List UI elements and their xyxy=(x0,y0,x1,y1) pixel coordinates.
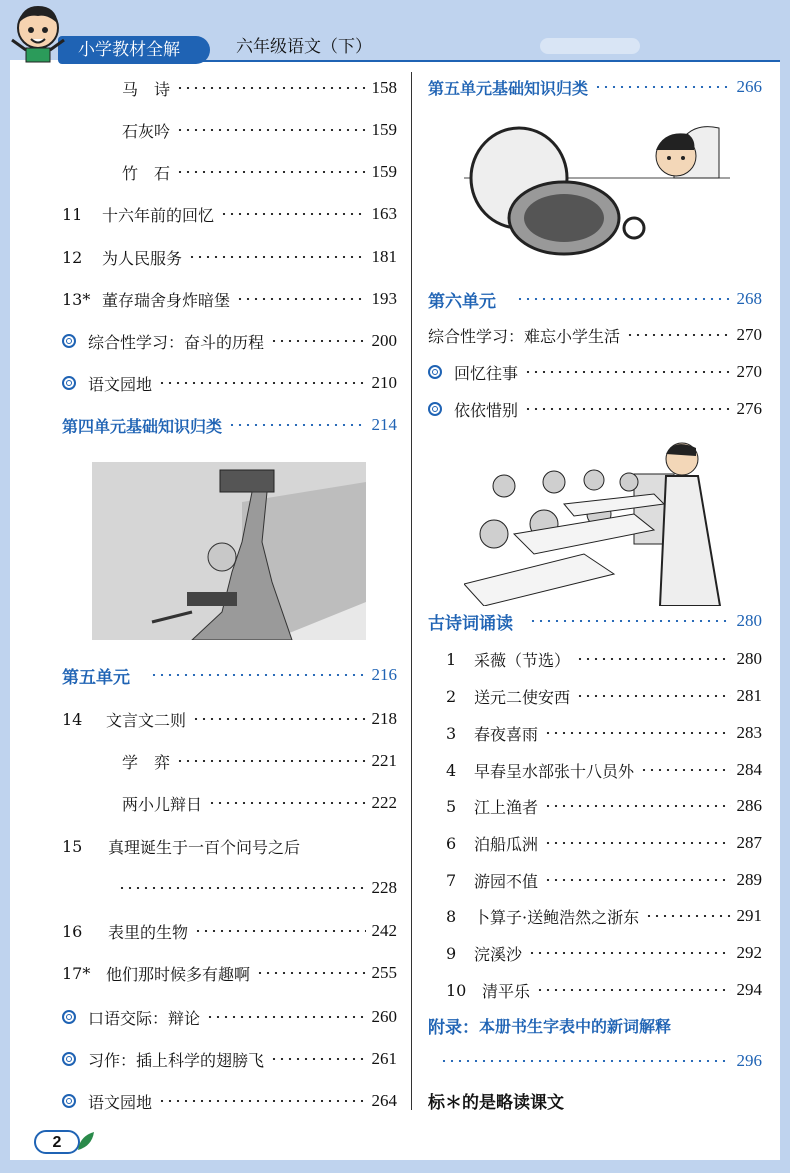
circle-bullet-icon xyxy=(62,1094,76,1108)
appendix-title: 本册书生字表中的新词解释 xyxy=(479,1016,672,1036)
leader-dots xyxy=(208,802,365,804)
leader-dots xyxy=(645,915,730,917)
entry-page: 280 xyxy=(736,649,762,668)
toc-entry[interactable] xyxy=(62,918,397,944)
entry-page: 222 xyxy=(371,793,397,812)
lesson-number: 13* xyxy=(62,289,91,309)
entry-title: 石灰吟 xyxy=(122,121,171,141)
toc-entry[interactable] xyxy=(62,833,397,859)
book-title: 六年级语文（下） xyxy=(236,37,372,57)
leader-dots xyxy=(236,298,365,300)
entry-title: 春夜喜雨 xyxy=(474,724,539,744)
entry-title: 清平乐 xyxy=(482,981,531,1001)
toc-entry[interactable] xyxy=(122,75,397,101)
lesson-number: 12 xyxy=(62,247,83,267)
appendix-entry[interactable] xyxy=(428,1012,762,1038)
section-title: 古诗词诵读 xyxy=(428,613,513,634)
entry-page: 216 xyxy=(371,665,397,684)
entry-page: 264 xyxy=(371,1091,397,1110)
entry-page: 163 xyxy=(371,204,397,223)
toc-entry[interactable] xyxy=(62,201,397,227)
toc-entry[interactable] xyxy=(62,1046,397,1072)
brand-title: 小学教材全解 xyxy=(58,36,210,64)
poem-entry[interactable] xyxy=(446,940,762,966)
leader-dots xyxy=(576,695,730,697)
leader-dots xyxy=(626,334,730,336)
leader-dots xyxy=(524,408,730,410)
entry-page: 296 xyxy=(736,1051,762,1070)
mascot-icon xyxy=(8,2,68,64)
leader-dots xyxy=(158,382,365,384)
toc-entry[interactable] xyxy=(122,748,397,774)
leader-dots xyxy=(158,1100,365,1102)
entry-page: 284 xyxy=(736,760,762,779)
poem-entry[interactable] xyxy=(446,977,762,1003)
entry-title: 回忆往事 xyxy=(454,363,519,383)
entry-title: 浣溪沙 xyxy=(474,944,523,964)
entry-title: 第四单元基础知识归类 xyxy=(62,416,223,436)
entry-title: 江上渔者 xyxy=(474,797,539,817)
toc-entry[interactable] xyxy=(428,359,762,385)
entry-page: 292 xyxy=(736,943,762,962)
entry-page: 181 xyxy=(371,247,397,266)
entry-title: 真理诞生于一百个问号之后 xyxy=(108,837,301,857)
entry-title: 综合性学习：难忘小学生活 xyxy=(428,326,621,346)
unit-summary-entry[interactable] xyxy=(62,412,397,438)
poem-number: 5 xyxy=(446,796,457,816)
entry-title: 他们那时候多有趣啊 xyxy=(106,964,251,984)
entry-title: 口语交际：辩论 xyxy=(88,1008,201,1028)
entry-title: 竹 石 xyxy=(122,163,171,183)
entry-page: 270 xyxy=(736,325,762,344)
toc-entry[interactable] xyxy=(62,706,397,732)
entry-title: 采薇（节选） xyxy=(474,650,571,670)
leader-dots xyxy=(544,732,730,734)
circle-bullet-icon xyxy=(62,376,76,390)
poem-number: 7 xyxy=(446,870,457,890)
entry-title: 游园不值 xyxy=(474,871,539,891)
leader-dots xyxy=(270,340,365,342)
lesson-number: 14 xyxy=(62,709,83,729)
poem-number: 6 xyxy=(446,833,457,853)
entry-page: 214 xyxy=(371,415,397,434)
leader-dots xyxy=(528,952,730,954)
header-rule xyxy=(200,60,780,62)
lesson-number: 15 xyxy=(62,836,83,856)
entry-title: 依依惜别 xyxy=(454,400,519,420)
lesson-number: 16 xyxy=(62,921,83,941)
entry-page: 294 xyxy=(736,980,762,999)
entry-title: 董存瑞舍身炸暗堡 xyxy=(102,290,231,310)
toc-entry[interactable] xyxy=(62,960,397,986)
toc-entry[interactable] xyxy=(122,790,397,816)
leader-dots xyxy=(206,1016,365,1018)
section-heading[interactable] xyxy=(428,608,762,634)
entry-title: 习作：插上科学的翅膀飞 xyxy=(88,1050,265,1070)
circle-bullet-icon xyxy=(428,365,442,379)
entry-page: 210 xyxy=(371,373,397,392)
footnote: 标＊的是略读课文 xyxy=(428,1093,564,1113)
leader-dots xyxy=(194,930,365,932)
poem-number: 3 xyxy=(446,723,457,743)
leader-dots xyxy=(176,87,365,89)
entry-page: 218 xyxy=(371,709,397,728)
entry-page: 260 xyxy=(371,1007,397,1026)
toc-entry[interactable] xyxy=(428,322,762,348)
leader-dots xyxy=(228,424,365,426)
unit-heading[interactable] xyxy=(428,286,762,312)
entry-page: 193 xyxy=(371,289,397,308)
poem-entry[interactable] xyxy=(446,720,762,746)
poem-number: 2 xyxy=(446,686,457,706)
unit-summary-entry[interactable] xyxy=(428,74,762,100)
entry-title: 早春呈水部张十八员外 xyxy=(474,761,635,781)
entry-page: 266 xyxy=(736,77,762,96)
illustration-classroom xyxy=(464,434,730,606)
unit-title: 第五单元 xyxy=(62,667,130,688)
toc-entry[interactable] xyxy=(62,370,397,396)
leader-dots xyxy=(176,760,365,762)
entry-page: 270 xyxy=(736,362,762,381)
lesson-number: 17* xyxy=(62,963,91,983)
entry-page: 268 xyxy=(736,289,762,308)
entry-page: 228 xyxy=(371,878,397,897)
unit-heading[interactable] xyxy=(62,662,397,688)
leader-dots xyxy=(118,887,366,889)
leader-dots xyxy=(576,658,730,660)
poem-entry[interactable] xyxy=(446,903,762,929)
leader-dots xyxy=(188,256,365,258)
entry-title: 为人民服务 xyxy=(102,248,183,268)
entry-page: 159 xyxy=(371,162,397,181)
illustration-soldier xyxy=(92,462,366,640)
poem-number: 4 xyxy=(446,760,457,780)
entry-page: 289 xyxy=(736,870,762,889)
leader-dots xyxy=(192,718,365,720)
leader-dots xyxy=(256,972,365,974)
illustration-pocket-watch xyxy=(464,118,730,256)
leader-dots xyxy=(544,805,730,807)
leader-dots xyxy=(536,989,730,991)
toc-entry[interactable] xyxy=(62,244,397,270)
toc-entry-continuation[interactable] xyxy=(118,875,397,901)
entry-page: 283 xyxy=(736,723,762,742)
toc-entry[interactable] xyxy=(62,1004,397,1030)
entry-title: 语文园地 xyxy=(88,1092,153,1112)
entry-page: 291 xyxy=(736,906,762,925)
leader-dots xyxy=(640,769,730,771)
poem-entry[interactable] xyxy=(446,867,762,893)
poem-number: 9 xyxy=(446,943,457,963)
leader-dots xyxy=(529,620,731,622)
poem-entry[interactable] xyxy=(446,757,762,783)
page-number: 2 xyxy=(34,1130,80,1154)
entry-page: 280 xyxy=(736,611,762,630)
entry-title: 综合性学习：奋斗的历程 xyxy=(88,332,265,352)
leader-dots xyxy=(220,213,365,215)
entry-page: 200 xyxy=(371,331,397,350)
leader-dots xyxy=(516,298,731,300)
poem-entry[interactable] xyxy=(446,683,762,709)
entry-title: 学 弈 xyxy=(122,752,171,772)
entry-page: 261 xyxy=(371,1049,397,1068)
leader-dots xyxy=(544,842,730,844)
entry-page: 287 xyxy=(736,833,762,852)
appendix-continuation[interactable] xyxy=(440,1048,762,1074)
entry-title: 马 诗 xyxy=(122,79,171,99)
entry-title: 两小儿辩日 xyxy=(122,794,203,814)
entry-title: 表里的生物 xyxy=(108,922,189,942)
leader-dots xyxy=(176,171,365,173)
leader-dots xyxy=(440,1060,731,1062)
entry-title: 卜算子·送鲍浩然之浙东 xyxy=(474,907,640,927)
leaf-icon xyxy=(76,1130,96,1152)
poem-entry[interactable] xyxy=(446,646,762,672)
poem-number: 8 xyxy=(446,906,457,926)
toc-entry[interactable] xyxy=(62,1088,397,1114)
poem-number: 10 xyxy=(446,980,467,1000)
entry-page: 159 xyxy=(371,120,397,139)
entry-page: 158 xyxy=(371,78,397,97)
poem-entry[interactable] xyxy=(446,793,762,819)
toc-entry[interactable] xyxy=(62,328,397,354)
toc-entry[interactable] xyxy=(122,117,397,143)
entry-title: 送元二使安西 xyxy=(474,687,571,707)
leader-dots xyxy=(544,879,730,881)
entry-page: 281 xyxy=(736,686,762,705)
circle-bullet-icon xyxy=(428,402,442,416)
entry-page: 255 xyxy=(371,963,397,982)
leader-dots xyxy=(524,371,730,373)
circle-bullet-icon xyxy=(62,1052,76,1066)
column-divider xyxy=(411,72,412,1110)
circle-bullet-icon xyxy=(62,334,76,348)
toc-entry[interactable] xyxy=(122,159,397,185)
unit-title: 第六单元 xyxy=(428,291,496,312)
entry-title: 语文园地 xyxy=(88,374,153,394)
entry-title: 第五单元基础知识归类 xyxy=(428,78,589,98)
entry-title: 泊船瓜洲 xyxy=(474,834,539,854)
header-decoration xyxy=(540,38,640,54)
toc-entry[interactable] xyxy=(62,286,397,312)
poem-entry[interactable] xyxy=(446,830,762,856)
entry-title: 文言文二则 xyxy=(106,710,187,730)
appendix-label: 附录： xyxy=(428,1017,479,1038)
leader-dots xyxy=(270,1058,365,1060)
leader-dots xyxy=(176,129,365,131)
circle-bullet-icon xyxy=(62,1010,76,1024)
entry-page: 242 xyxy=(371,921,397,940)
toc-entry[interactable] xyxy=(428,396,762,422)
lesson-number: 11 xyxy=(62,204,83,224)
entry-page: 221 xyxy=(371,751,397,770)
poem-number: 1 xyxy=(446,649,457,669)
entry-title: 十六年前的回忆 xyxy=(102,205,215,225)
entry-page: 286 xyxy=(736,796,762,815)
entry-page: 276 xyxy=(736,399,762,418)
leader-dots xyxy=(150,674,366,676)
leader-dots xyxy=(594,86,730,88)
